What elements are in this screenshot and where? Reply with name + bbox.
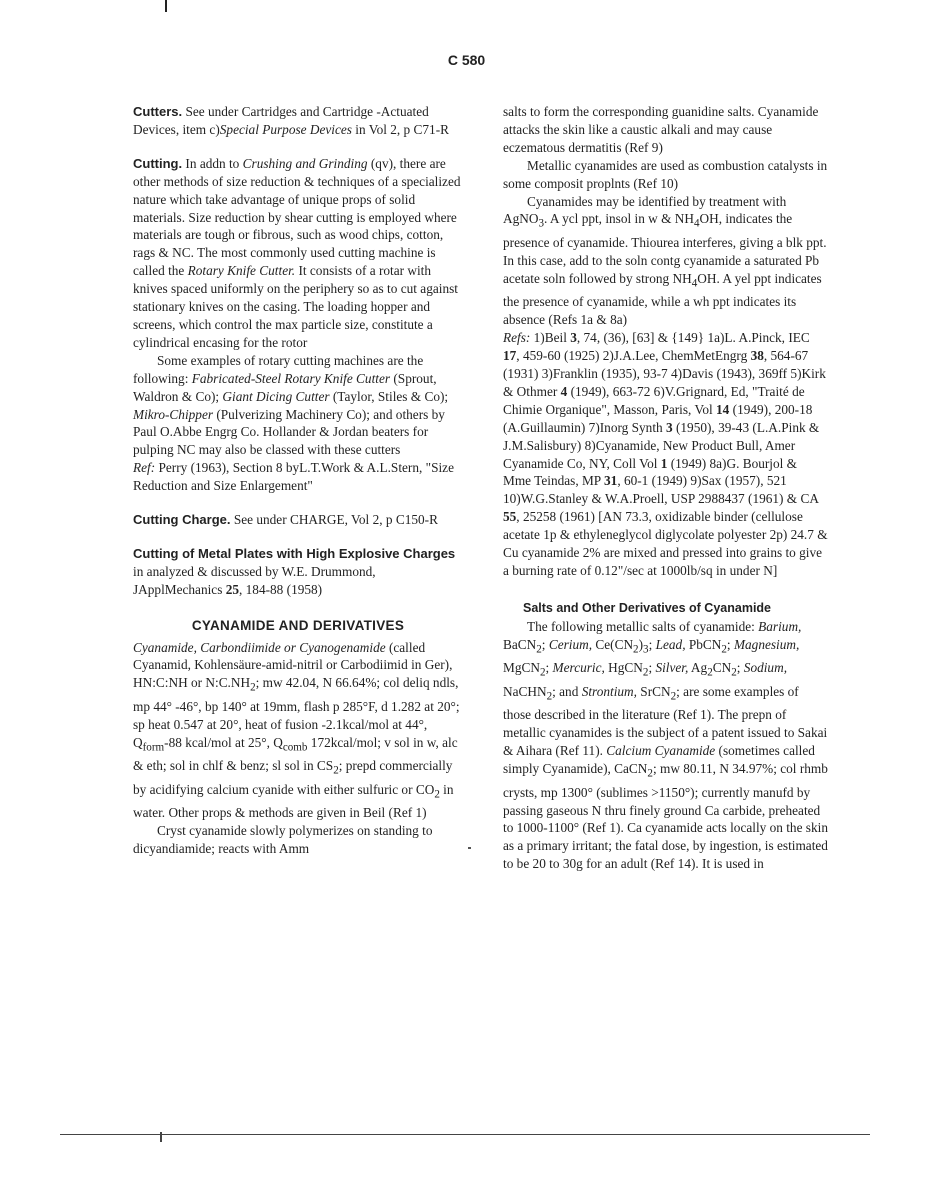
footer-tick-mark	[160, 1132, 162, 1142]
reference-list: Refs: 1)Beil 3, 74, (36), [63] & {149} 1a)L. A.Pinck, IEC 17, 459-60 (1925) 2)J.A.Lee, ChemMetEngrg 38, 564-67 (1931) 3)Franklin (1935), 93-7 4)Davis (1943), 369ff 5)Kirk & Othmer 4 (1949), 663-72 6)V.Grignard, Ed, "Traité de Chimie Organique", Masson, Paris, Vol 14 (1949), 200-18 (A.Guillaumin) 7)Inorg Synth 3 (1950), 39-43 (L.A.Pink & J.M.Salisbury) 8)Cyanamide, New Product Bull, Amer Cyanamide Co, NY, Coll Vol 1 (1949) 8a)G. Bourjol & Mme Teindas, MP 31, 60-1 (1949) 9)Sax (1957), 521 10)W.G.Stanley & W.A.Proell, USP 2988437 (1961) & CA 55, 25258 (1961) [AN 73.3, oxidizable binder (cellulose acetate 1p & ethyleneglycol diglycolate polyester 2p) 24.7 & Cu cyanamide 2% are mixed and pressed into grains to give a burning rate of 0.12"/sec at 1000lb/sq in under N]	[503, 330, 828, 578]
paragraph-salts-continued: salts to form the corresponding guanidine salts. Cyanamide attacks the skin like a caustic alkali and may cause eczematous dermatitis (Ref 9)	[503, 104, 819, 155]
entry-cutting-plates: Cutting of Metal Plates with High Explosive Charges in analyzed & discussed by W.E. Drummond, JApplMechanics 25, 184-88 (1958)	[133, 545, 456, 597]
margin-dash	[468, 847, 471, 849]
subsection-title: Salts and Other Derivatives of Cyanamide	[523, 600, 772, 615]
top-margin-mark	[165, 0, 167, 12]
page-number: C 580	[447, 52, 486, 68]
paragraph-metallic-salts: The following metallic salts of cyanamide: Barium, BaCN$_2$; Cerium, $Ce(CN_2)_3$; Lead, PbCN$_2$; Magnesium, MgCN$_2$; Mercuric, HgCN$_2$; Silver, $Ag_2CN_2$; Sodium, NaCHN$_2$; and Strontium, SrCN$_2$; are some examples of those described in the literature (Ref 1). The prepn of metallic cyanamides is the subject of a patent issued to Sakai & Aihara (Ref 11). Calcium Cyanamide (sometimes called simply Cyanamide), CaCN$_2$; mw 80.11, N 34.97%; col rhmb crysts, mp 1300° (sublimes >1150°); currently manufd by passing gaseous N thru finely ground Ca carbide, preheated to 1000-1100° (Ref 1). Ca cyanamide acts locally on the skin as a primary irritant; the fatal dose, by ingestion, is estimated to be 20 to 30g for an adult (Ref 14). It is used in	[503, 618, 828, 872]
entry-cutting: Cutting. In addn to Crushing and Grinding (qv), there are other methods of size reduction & techniques of a specialized nature which take advantage of unique props of solid materials. Size reduction by shear cutting is employed where materials are tough or fibrous, such as wood chips, cotton, rags & NC. The most commonly used cutting machine is called the Rotary Knife Cutter. It consists of a rotar with knives spaced uniformly on the periphery so as to cut against stationary knives on the casing. The loading hopper and screens, which control the max particle size, constitute a cylindrical encasing for the rotor	[133, 155, 461, 350]
entry-cyanamide: Cyanamide, Carbondiimide or Cyanogenamide (called Cyanamid, Kohlensäure-amid-nitril or Carbodiimid in Ger), HN:C:NH or $N:C.NH_2$; mw 42.04, N 66.64%; col deliq ndls, mp 44° -46°, bp 140° at 19mm, flash p 285°F, d 1.282 at 20°; sp heat 0.547 at 20°, heat of fusion -2.1kcal/mol at 44°, $Q_{form}-88$ kcal/mol at 25°, $Q_{comb}$ 172kcal/mol; v sol in w, alc & eth; sol in chlf & benz; sl sol in $CS_2$; prepd commercially by acidifying calcium cyanide with either sulfuric or $CO_2$ in water. Other props & methods are given in Beil (Ref 1)	[133, 639, 460, 821]
entry-head: Cutting Charge.	[133, 512, 231, 528]
entry-cutting-charge: Cutting Charge. See under CHARGE, Vol 2, p C150-R	[133, 512, 438, 528]
entry-head: Cutters.	[133, 104, 183, 119]
entry-head: Cutting of Metal Plates with High Explosive Charges	[133, 545, 456, 561]
right-column	[503, 103, 828, 873]
left-column	[133, 103, 463, 858]
paragraph-combustion: Metallic cyanamides are used as combustion catalysts in some composit proplnts (Ref 10)	[503, 157, 828, 191]
section-title: CYANAMIDE AND DERIVATIVES	[191, 617, 405, 633]
paragraph-examples: Some examples of rotary cutting machines are the following: Fabricated-Steel Rotary Knife Cutter (Sprout, Waldron & Co); Giant Dicing Cutter (Taylor, Stiles & Co); Mikro-Chipper (Pulverizing Machinery Co); and others by Paul O.Abbe Engrg Co. Hollander & Jordan beaters for pulping NC may also be classed with these cutters	[133, 352, 449, 458]
entry-head: Cutting.	[133, 155, 183, 171]
entry-cutters: Cutters. See under Cartridges and Cartridge -Actuated Devices, item c)Special Purpose Devices in Vol 2, p C71-R	[133, 104, 449, 137]
paragraph-cryst: Cryst cyanamide slowly polymerizes on standing to dicyandiamide; reacts with Amm	[133, 823, 433, 857]
reference: Ref: Perry (1963), Section 8 byL.T.Work & A.L.Stern, "Size Reduction and Size Enlargement"	[133, 460, 454, 494]
footer-rule	[60, 1134, 870, 1135]
paragraph-identification: Cyanamides may be identified by treatment with AgNO$_3$. A ycl ppt, insol in w & $NH_4OH$, indicates the presence of cyanamide. Thiourea interferes, giving a blk ppt. In this case, add to the soln contg cyanamide a saturated Pb acetate soln followed by strong $NH_4OH$. A yel ppt indicates the presence of cyanamide, while a wh ppt indicates its absence (Refs 1a & 8a)	[503, 193, 827, 328]
